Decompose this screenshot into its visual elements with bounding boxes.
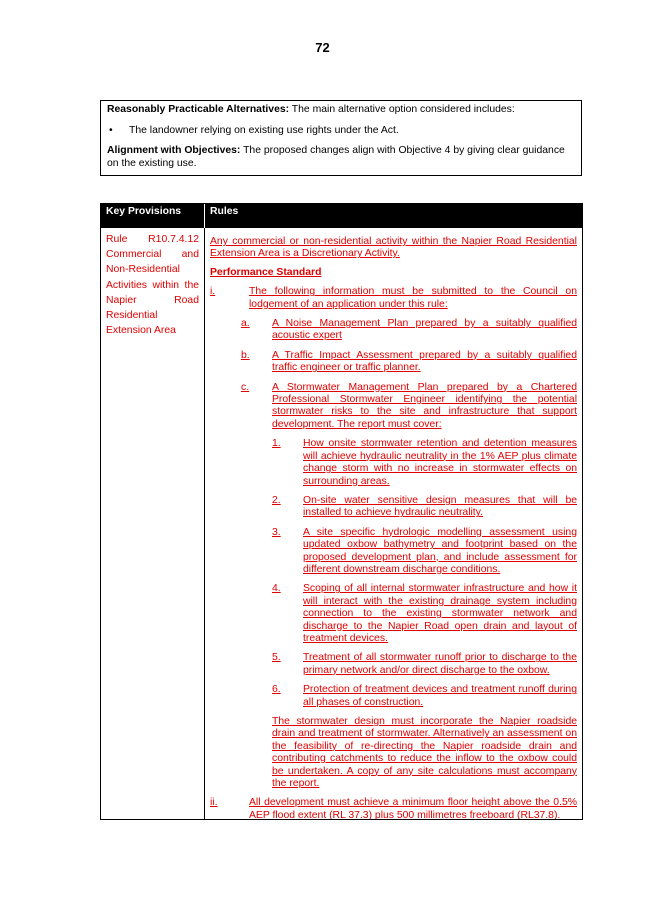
rules-table: [100, 203, 583, 820]
item-label: ii.: [210, 797, 218, 809]
list-item-ii: [210, 797, 577, 819]
header-key-provisions: Key Provisions: [101, 204, 205, 228]
list-item-b: [210, 350, 577, 375]
list-item-4: [210, 583, 577, 645]
item-label: 4.: [272, 583, 281, 595]
header-rules: Rules: [205, 204, 582, 228]
bullet-item: [107, 124, 575, 137]
item-label: a.: [241, 318, 250, 330]
objectives-text: The proposed changes align with Objective 4 by giving clear guidance on the existing use.: [107, 145, 565, 169]
list-item-a: [210, 318, 577, 343]
item-text: A Traffic Impact Assessment prepared by a suitably qualified traffic engineer or traffic planner.: [272, 349, 577, 374]
item-label: b.: [241, 349, 250, 361]
objectives-heading: Alignment with Objectives:: [107, 145, 241, 156]
item-text: Treatment of all stormwater runoff prior to discharge to the primary network and/or direct discharge to the oxbow.: [303, 652, 577, 676]
key-provision-text: Rule R10.7.4.12 Commercial and Non-Residential Activities within the Napier Road Residential Extension Area: [106, 234, 199, 337]
list-item-5: [210, 652, 577, 677]
item-text: A site specific hydrologic modelling assessment using updated oxbow bathymetry and footprint based on the proposed development plan, and include assessment for different downstream discharge conditions.: [303, 526, 577, 575]
alternatives-heading: Reasonably Practicable Alternatives:: [107, 104, 290, 115]
item-label: 1.: [272, 438, 281, 450]
bullet-icon: •: [109, 125, 113, 136]
item-label: i.: [210, 286, 216, 298]
item-text: On-site water sensitive design measures that will be installed to achieve hydraulic neutrality.: [303, 494, 577, 519]
stormwater-note: The stormwater design must incorporate the Napier roadside drain and treatment of stormwater. Alternatively an assessment on the feasibility of re-directing the Napier roadside drain and contributing catchments to reduce the inflow to the oxbow could be undertaken. A copy of any site calculations must accompany the report.: [272, 716, 577, 790]
item-label: c.: [241, 381, 250, 393]
list-item-3: [210, 527, 577, 577]
item-text: The following information must be submitted to the Council on lodgement of an application under this rule:: [249, 286, 577, 310]
alternatives-text: The main alternative option considered includes:: [289, 104, 515, 115]
page-number: 72: [315, 40, 330, 55]
item-text: A Noise Management Plan prepared by a suitably qualified acoustic expert: [272, 318, 577, 342]
item-text: All development must achieve a minimum floor height above the 0.5% AEP flood extent (RL 37.3) plus 500 millimetres freeboard (RL37.8).: [249, 797, 577, 819]
item-text: A Stormwater Management Plan prepared by a Chartered Professional Stormwater Engineer identifying the potential stormwater risks to the site and infrastructure that support development. The report must cover:: [272, 381, 577, 430]
item-label: 6.: [272, 684, 281, 696]
item-text: Protection of treatment devices and treatment runoff during all phases of construction.: [303, 684, 577, 708]
objectives-paragraph: [107, 144, 575, 170]
item-label: 5.: [272, 652, 281, 664]
item-text: How onsite stormwater retention and detention measures will achieve hydraulic neutrality in the 1% AEP plus climate change storm with no increase in stormwater effects on surrounding areas.: [303, 438, 577, 487]
alternatives-box: [100, 100, 582, 176]
item-label: 3.: [272, 526, 281, 538]
bullet-text: The landowner relying on existing use rights under the Act.: [129, 125, 399, 136]
performance-standard-heading: Performance Standard: [210, 266, 322, 278]
rules-cell: [205, 228, 582, 819]
item-text: Scoping of all internal stormwater infrastructure and how it will interact with the existing drainage system including connection to the existing stormwater network and discharge to the Napier Road open drain and layout of treatment devices.: [303, 583, 577, 644]
list-item-c: [210, 382, 577, 432]
alternatives-paragraph: [107, 103, 575, 116]
list-item-6: [210, 684, 577, 709]
list-item-1: [210, 438, 577, 488]
item-label: 2.: [272, 494, 281, 506]
list-item-2: [210, 495, 577, 520]
list-item-i: [210, 286, 577, 311]
rule-intro: Any commercial or non-residential activity within the Napier Road Residential Extension Area is a Discretionary Activity.: [210, 236, 577, 260]
key-provision-cell: [101, 228, 205, 819]
